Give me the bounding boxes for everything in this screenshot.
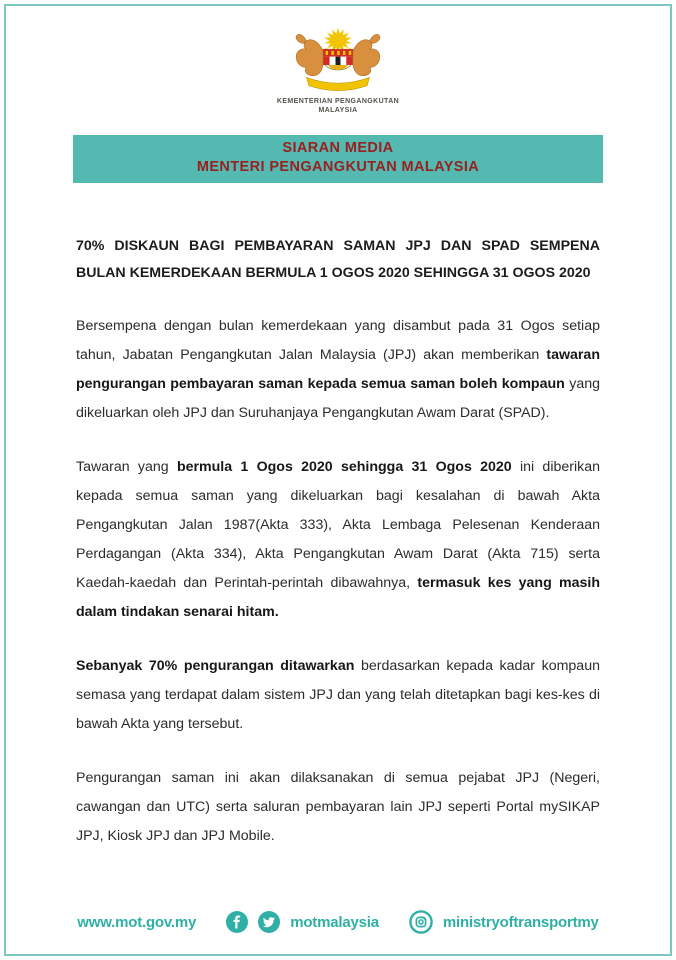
banner-title-line1: SIARAN MEDIA <box>282 140 394 156</box>
text-run: yang dikeluarkan oleh JPJ dan Suruhanjaya Pengangkutan Awam Darat (SPAD). <box>76 376 600 421</box>
text-run: Sebanyak 70% pengurangan ditawarkan <box>76 658 355 674</box>
footer-contact-bar <box>0 910 676 934</box>
twitter-icon <box>258 911 280 933</box>
text-run: berdasarkan kepada kadar kompaun semasa yang terdapat dalam sistem JPJ dan yang telah ditetapkan bagi kes-kes di bawah Akta yang tersebut. <box>76 658 600 732</box>
text-run: ini diberikan kepada semua saman yang dikeluarkan bagi kesalahan di bawah Akta Pengangkutan Jalan 1987(Akta 333), Akta Lembaga Pelesenan Kenderaan Perdagangan (Akta 334), Akta Pengangkutan Awam Darat (Akta 715) serta Kaedah-kaedah dan Perintah-perintah dibawahnya, <box>76 459 601 591</box>
malaysia-coat-of-arms-icon <box>286 26 390 94</box>
ministry-logo <box>0 0 676 115</box>
paragraph-3 <box>76 652 600 739</box>
instagram-icon <box>409 910 433 934</box>
facebook-icon <box>226 911 248 933</box>
text-run: Pengurangan saman ini akan dilaksanakan di semua pejabat JPJ (Negeri, cawangan dan UTC) serta saluran pembayaran lain JPJ seperti Portal mySIKAP JPJ, Kiosk JPJ dan JPJ Mobile. <box>76 770 600 844</box>
document-title: 70% DISKAUN BAGI PEMBAYARAN SAMAN JPJ DAN SPAD SEMPENA BULAN KEMERDEKAAN BERMULA 1 OGOS 2020 SEHINGGA 31 OGOS 2020 <box>76 238 600 281</box>
text-run: tawaran pengurangan pembayaran saman kepada semua saman boleh kompaun <box>76 347 600 392</box>
media-release-banner <box>73 135 603 183</box>
paragraph-4 <box>76 764 600 851</box>
text-run: Bersempena dengan bulan kemerdekaan yang disambut pada 31 Ogos setiap tahun, Jabatan Pengangkutan Jalan Malaysia (JPJ) akan memberikan <box>76 318 600 363</box>
paragraph-2 <box>76 453 600 627</box>
logo-caption-line2: MALAYSIA <box>318 107 358 114</box>
text-run: termasuk kes yang masih dalam tindakan senarai hitam. <box>76 575 601 620</box>
text-run: Tawaran yang <box>76 459 177 475</box>
banner-title-line2: MENTERI PENGANGKUTAN MALAYSIA <box>196 159 480 175</box>
logo-caption-line1: KEMENTERIAN PENGANGKUTAN <box>276 98 400 105</box>
paragraph-1 <box>76 312 600 428</box>
text-run: bermula 1 Ogos 2020 sehingga 31 Ogos 2020 <box>176 459 512 475</box>
instagram-handle: ministryoftransportmy <box>442 913 599 931</box>
document-body <box>76 233 600 851</box>
facebook-twitter-handle: motmalaysia <box>290 913 379 931</box>
website-url: www.mot.gov.my <box>77 913 197 931</box>
